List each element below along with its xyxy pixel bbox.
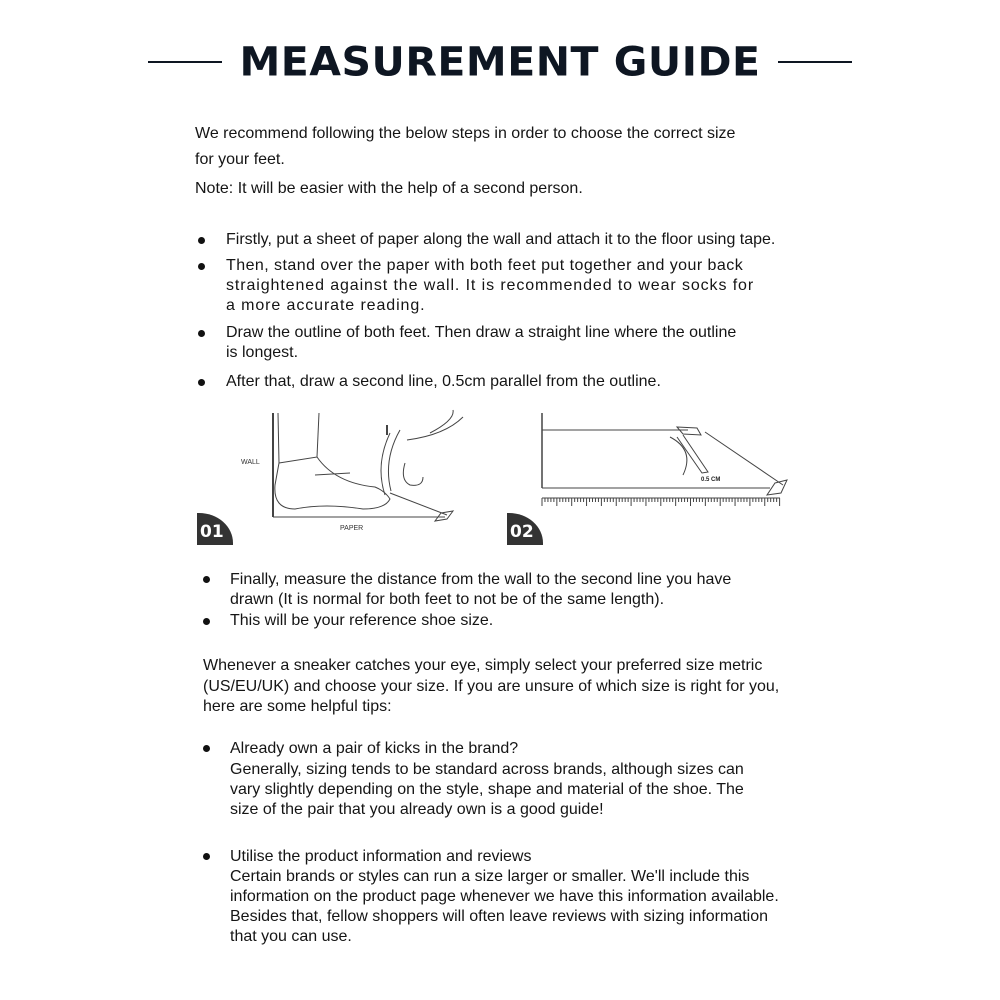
- final-step-line: drawn (It is normal for both feet to not be of the same length).: [230, 591, 665, 608]
- tip-line: vary slightly depending on the style, shape and material of the shoe. The: [230, 781, 744, 798]
- tip-line: size of the pair that you already own is a good guide!: [230, 801, 604, 818]
- paragraph-line: Whenever a sneaker catches your eye, simply select your preferred size metric: [203, 657, 763, 674]
- step-line: is longest.: [226, 344, 299, 361]
- step-badge-02: 02: [507, 513, 543, 545]
- step-badge-01: 01: [197, 513, 233, 545]
- step-line: Draw the outline of both feet. Then draw a straight line where the outline: [226, 324, 737, 341]
- final-step-line: This will be your reference shoe size.: [230, 612, 494, 629]
- intro-line: We recommend following the below steps in order to choose the correct size: [195, 125, 736, 142]
- final-step-line: Finally, measure the distance from the wall to the second line you have: [230, 571, 732, 588]
- measure-label: 0.5 CM: [701, 477, 721, 483]
- note-text: Note: It will be easier with the help of a second person.: [195, 180, 583, 197]
- step-line: Firstly, put a sheet of paper along the wall and attach it to the floor using tape.: [226, 231, 776, 248]
- paragraph-line: (US/EU/UK) and choose your size. If you are unsure of which size is right for you,: [203, 678, 780, 695]
- page-title: MEASUREMENT GUIDE: [239, 38, 761, 86]
- bullet: [203, 745, 210, 752]
- bullet: [203, 576, 210, 583]
- tip-heading: Already own a pair of kicks in the brand?: [230, 740, 519, 757]
- foot-illustration: [195, 405, 475, 545]
- bullet: [203, 853, 210, 860]
- step-line: a more accurate reading.: [226, 297, 426, 314]
- bullet: [198, 379, 205, 386]
- tip-line: Generally, sizing tends to be standard across brands, although sizes can: [230, 761, 744, 778]
- step-line: straightened against the wall. It is recommended to wear socks for: [226, 277, 755, 294]
- wall-label: WALL: [241, 459, 260, 466]
- figure-parallel-line: [505, 405, 805, 545]
- title-rule-right: [778, 61, 852, 63]
- figure-foot-outline: [195, 405, 475, 545]
- bullet: [198, 237, 205, 244]
- paragraph-line: here are some helpful tips:: [203, 698, 392, 715]
- ruler-illustration: [505, 405, 805, 545]
- tip-line: information on the product page whenever we have this information available.: [230, 888, 779, 905]
- intro-line: for your feet.: [195, 151, 285, 168]
- tip-heading: Utilise the product information and reviews: [230, 848, 532, 865]
- tip-line: that you can use.: [230, 928, 352, 945]
- step-line: Then, stand over the paper with both feet put together and your back: [226, 257, 744, 274]
- step-line: After that, draw a second line, 0.5cm parallel from the outline.: [226, 373, 661, 390]
- bullet: [198, 330, 205, 337]
- bullet: [203, 618, 210, 625]
- tip-line: Besides that, fellow shoppers will often leave reviews with sizing information: [230, 908, 769, 925]
- paper-label: PAPER: [340, 525, 364, 532]
- tip-line: Certain brands or styles can run a size larger or smaller. We'll include this: [230, 868, 750, 885]
- bullet: [198, 263, 205, 270]
